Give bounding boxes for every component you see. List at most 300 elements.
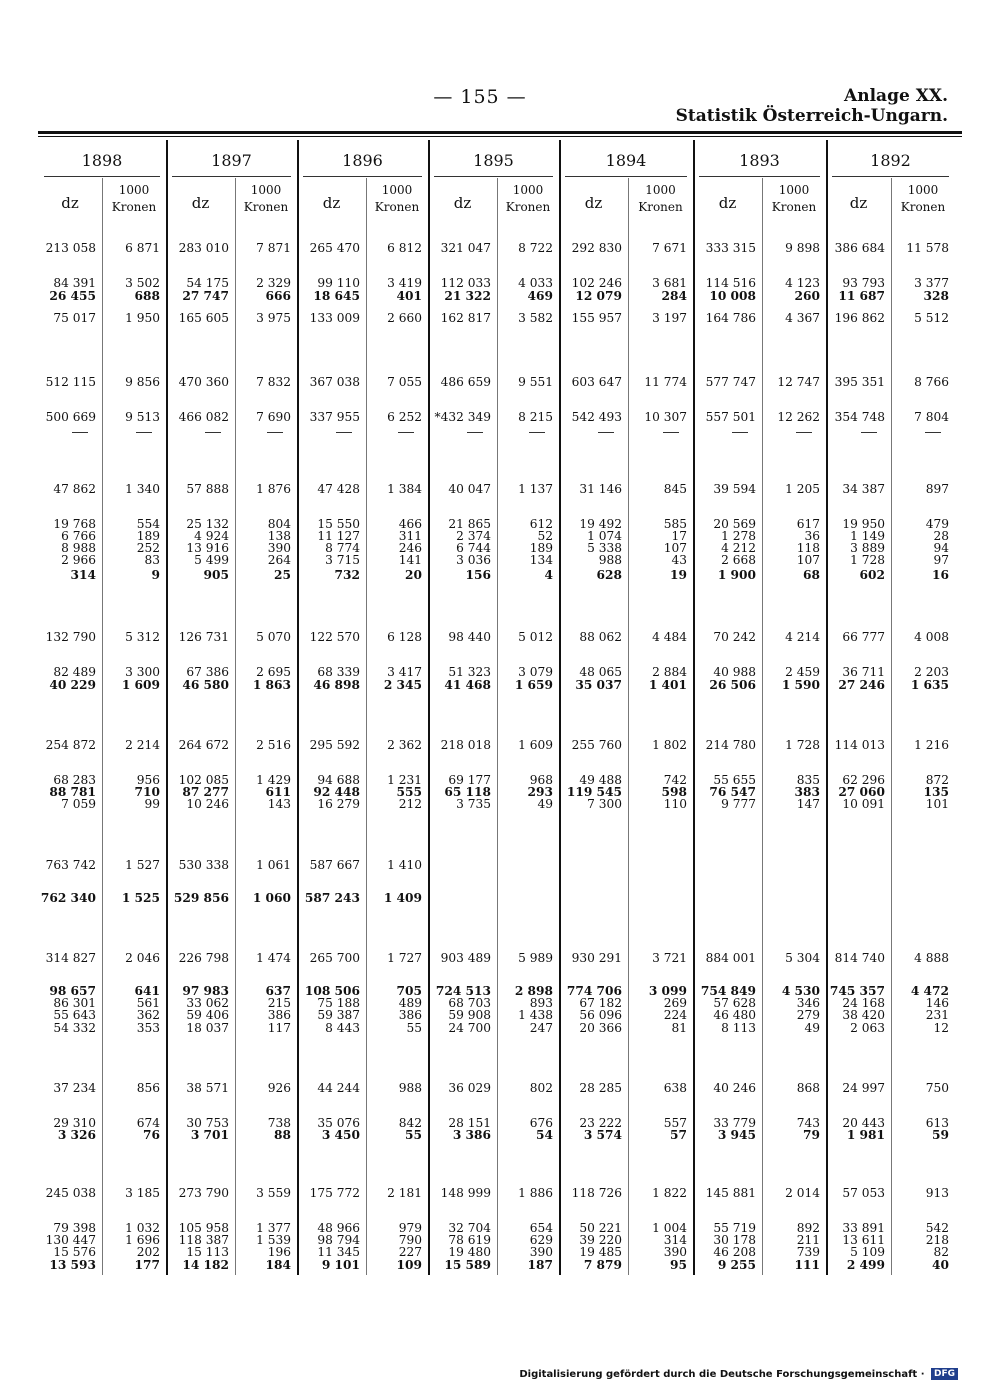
kronen-value: 2 516 (256, 738, 291, 752)
dz-value: 165 605 (178, 311, 229, 325)
dz-value: 9 777 (721, 797, 756, 811)
unit-kronen-label: Kronen (638, 200, 683, 214)
kronen-value: 1 032 (125, 1221, 160, 1235)
kronen-value: 1 410 (387, 858, 422, 872)
dz-value: 46 898 (313, 678, 360, 692)
kronen-value: 1 438 (518, 1008, 553, 1022)
kronen-value: 2 046 (125, 951, 160, 965)
year-divider (297, 140, 299, 1275)
dz-value: 59 406 (186, 1008, 229, 1022)
dz-value: 273 790 (178, 1186, 229, 1200)
kronen-value: 897 (925, 482, 949, 496)
unit-divider (366, 178, 367, 1275)
unit-kronen-header (366, 182, 428, 216)
unit-dz-header: dz (453, 194, 472, 212)
kronen-value: 1 728 (785, 738, 820, 752)
kronen-value: 2 695 (256, 665, 291, 679)
kronen-value: 99 (144, 797, 160, 811)
kronen-value: 666 (265, 289, 291, 303)
kronen-value: 1 384 (387, 482, 422, 496)
dz-value: 47 862 (53, 482, 96, 496)
dz-value: 577 747 (705, 375, 756, 389)
year-underline (434, 176, 553, 177)
kronen-value: 68 (803, 568, 820, 582)
kronen-value: 110 (663, 797, 687, 811)
kronen-value: 790 (398, 1233, 422, 1247)
dz-value: 774 706 (566, 984, 622, 998)
kronen-value: 6 128 (387, 630, 422, 644)
dz-value: 3 574 (583, 1128, 622, 1142)
kronen-value: 688 (134, 289, 160, 303)
kronen-value: 4 530 (781, 984, 820, 998)
unit-divider (628, 178, 629, 1275)
dz-value: 148 999 (440, 1186, 491, 1200)
dz-value: 19 480 (448, 1245, 491, 1259)
dz-value: 27 246 (838, 678, 885, 692)
dz-value: 164 786 (705, 311, 756, 325)
dz-value: 213 058 (45, 241, 96, 255)
dz-value: 46 208 (713, 1245, 756, 1259)
kronen-value: 5 312 (125, 630, 160, 644)
kronen-value: 215 (267, 996, 291, 1010)
unit-divider (762, 178, 763, 1275)
dz-value: 62 296 (842, 773, 885, 787)
kronen-value: 117 (267, 1021, 291, 1035)
footer-text: Digitalisierung gefördert durch die Deutsche Forschungsgemeinschaft · (519, 1369, 925, 1380)
dz-value: 132 790 (45, 630, 96, 644)
year-divider (826, 140, 828, 1275)
dz-value: 13 593 (49, 1258, 96, 1272)
dz-value: 18 037 (186, 1021, 229, 1035)
kronen-value: 4 484 (652, 630, 687, 644)
kronen-value: 184 (265, 1258, 291, 1272)
dz-value: 46 580 (182, 678, 229, 692)
dz-value: 40 229 (49, 678, 96, 692)
kronen-value: 802 (529, 1081, 553, 1095)
dz-value: *432 349 (434, 410, 491, 424)
kronen-value: 1 527 (125, 858, 160, 872)
dz-value: 118 387 (178, 1233, 229, 1247)
kronen-value: 466 (398, 517, 422, 531)
dz-value: 1 981 (846, 1128, 885, 1142)
annex-subtitle: Statistik Österreich-Ungarn. (675, 106, 948, 126)
dz-value: 33 062 (186, 996, 229, 1010)
kronen-value: 835 (796, 773, 820, 787)
kronen-value: 247 (529, 1021, 553, 1035)
dz-value: 3 036 (456, 553, 491, 567)
kronen-value: 1 409 (383, 891, 422, 905)
dz-value: 40 246 (713, 1081, 756, 1095)
kronen-value: 8 215 (518, 410, 553, 424)
kronen-value: 613 (925, 1116, 949, 1130)
kronen-value: 2 214 (125, 738, 160, 752)
dz-value: 295 592 (309, 738, 360, 752)
kronen-value: 598 (661, 785, 687, 799)
kronen-value: 227 (398, 1245, 422, 1259)
kronen-value: 3 559 (256, 1186, 291, 1200)
kronen-value: 1 377 (256, 1221, 291, 1235)
kronen-value: 641 (134, 984, 160, 998)
kronen-value: 956 (136, 773, 160, 787)
dz-value: 130 447 (45, 1233, 96, 1247)
kronen-value: 555 (396, 785, 422, 799)
dz-value: 87 277 (182, 785, 229, 799)
dz-value: 214 780 (705, 738, 756, 752)
dz-value: 762 340 (40, 891, 96, 905)
kronen-value: 146 (925, 996, 949, 1010)
dz-value: 628 (596, 568, 622, 582)
kronen-value: 284 (661, 289, 687, 303)
dz-value: 3 326 (57, 1128, 96, 1142)
year-header: 1894 (605, 151, 647, 170)
kronen-value: 638 (663, 1081, 687, 1095)
dz-value: 9 255 (717, 1258, 756, 1272)
unit-kronen-header (102, 182, 166, 216)
kronen-value: 742 (663, 773, 687, 787)
dz-value: 126 731 (178, 630, 229, 644)
empty-value-dash (205, 432, 221, 433)
kronen-value: 196 (267, 1245, 291, 1259)
dz-value: 57 888 (186, 482, 229, 496)
dz-value: 65 118 (444, 785, 491, 799)
kronen-value: 743 (796, 1116, 820, 1130)
dz-value: 20 443 (842, 1116, 885, 1130)
dz-value: 24 997 (842, 1081, 885, 1095)
kronen-value: 81 (671, 1021, 687, 1035)
kronen-value: 231 (925, 1008, 949, 1022)
dz-value: 105 958 (178, 1221, 229, 1235)
kronen-value: 1 539 (256, 1233, 291, 1247)
kronen-value: 554 (136, 517, 160, 531)
kronen-value: 557 (663, 1116, 687, 1130)
kronen-value: 1 525 (121, 891, 160, 905)
dz-value: 1 074 (587, 529, 622, 543)
dz-value: 92 448 (313, 785, 360, 799)
dz-value: 988 (598, 553, 622, 567)
dz-value: 10 246 (186, 797, 229, 811)
kronen-value: 3 099 (648, 984, 687, 998)
dz-value: 265 470 (309, 241, 360, 255)
dz-value: 19 950 (842, 517, 885, 531)
dz-value: 486 659 (440, 375, 491, 389)
kronen-value: 2 884 (652, 665, 687, 679)
dz-value: 11 127 (317, 529, 360, 543)
kronen-value: 1 635 (910, 678, 949, 692)
dz-value: 470 360 (178, 375, 229, 389)
kronen-value: 390 (267, 541, 291, 555)
unit-kronen-header (235, 182, 297, 216)
kronen-value: 390 (663, 1245, 687, 1259)
kronen-value: 55 (405, 1128, 422, 1142)
dz-value: 27 747 (182, 289, 229, 303)
dz-value: 57 628 (713, 996, 756, 1010)
empty-value-dash (861, 432, 877, 433)
dz-value: 112 033 (440, 276, 491, 290)
kronen-value: 28 (933, 529, 949, 543)
kronen-value: 135 (923, 785, 949, 799)
kronen-value: 386 (267, 1008, 291, 1022)
dz-value: 28 151 (448, 1116, 491, 1130)
kronen-value: 1 863 (252, 678, 291, 692)
kronen-value: 7 832 (256, 375, 291, 389)
kronen-value: 36 (804, 529, 820, 543)
kronen-value: 383 (794, 785, 820, 799)
dfg-logo: DFG (931, 1368, 958, 1380)
dz-value: 19 485 (579, 1245, 622, 1259)
kronen-value: 218 (925, 1233, 949, 1247)
year-header: 1897 (211, 151, 252, 170)
dz-value: 587 667 (309, 858, 360, 872)
kronen-value: 1 429 (256, 773, 291, 787)
kronen-value: 328 (923, 289, 949, 303)
kronen-value: 88 (274, 1128, 291, 1142)
kronen-value: 5 012 (518, 630, 553, 644)
kronen-value: 79 (803, 1128, 820, 1142)
dz-value: 254 872 (45, 738, 96, 752)
kronen-value: 2 345 (383, 678, 422, 692)
year-divider (693, 140, 695, 1275)
kronen-value: 9 898 (785, 241, 820, 255)
kronen-value: 246 (398, 541, 422, 555)
empty-value-dash (398, 432, 414, 433)
kronen-value: 189 (529, 541, 553, 555)
empty-value-dash (336, 432, 352, 433)
kronen-value: 4 123 (785, 276, 820, 290)
dz-value: 3 715 (325, 553, 360, 567)
dz-value: 20 569 (713, 517, 756, 531)
dz-value: 386 684 (834, 241, 885, 255)
dz-value: 69 177 (448, 773, 491, 787)
dz-value: 337 955 (309, 410, 360, 424)
kronen-value: 6 812 (387, 241, 422, 255)
dz-value: 11 687 (838, 289, 885, 303)
kronen-value: 2 203 (914, 665, 949, 679)
kronen-value: 211 (796, 1233, 820, 1247)
dz-value: 11 345 (317, 1245, 360, 1259)
year-underline (699, 176, 820, 177)
year-header: 1895 (473, 151, 514, 170)
dz-value: 587 243 (304, 891, 360, 905)
empty-value-dash (732, 432, 748, 433)
kronen-value: 617 (796, 517, 820, 531)
dz-value: 724 513 (435, 984, 491, 998)
kronen-value: 138 (267, 529, 291, 543)
unit-dz-header: dz (322, 194, 341, 212)
dz-value: 21 322 (444, 289, 491, 303)
dz-value: 8 113 (721, 1021, 756, 1035)
kronen-value: 5 512 (914, 311, 949, 325)
dz-value: 54 332 (53, 1021, 96, 1035)
dz-value: 66 777 (842, 630, 885, 644)
kronen-value: 469 (527, 289, 553, 303)
kronen-value: 913 (925, 1186, 949, 1200)
year-underline (172, 176, 291, 177)
header-rule-thin (38, 136, 962, 137)
kronen-value: 1 060 (252, 891, 291, 905)
year-divider (428, 140, 430, 1275)
kronen-value: 1 802 (652, 738, 687, 752)
dz-value: 930 291 (571, 951, 622, 965)
year-underline (565, 176, 687, 177)
dz-value: 7 300 (587, 797, 622, 811)
kronen-value: 107 (663, 541, 687, 555)
kronen-value: 17 (671, 529, 687, 543)
dz-value: 3 386 (452, 1128, 491, 1142)
kronen-value: 7 871 (256, 241, 291, 255)
dz-value: 23 222 (579, 1116, 622, 1130)
kronen-value: 1 004 (652, 1221, 687, 1235)
kronen-value: 212 (398, 797, 422, 811)
kronen-value: 111 (794, 1258, 820, 1272)
dz-value: 39 220 (579, 1233, 622, 1247)
dz-value: 24 700 (448, 1021, 491, 1035)
kronen-value: 55 (406, 1021, 422, 1035)
kronen-value: 3 079 (518, 665, 553, 679)
kronen-value: 386 (398, 1008, 422, 1022)
dz-value: 218 018 (440, 738, 491, 752)
kronen-value: 20 (405, 568, 422, 582)
year-header: 1896 (342, 151, 383, 170)
dz-value: 530 338 (178, 858, 229, 872)
unit-kronen-1000: 1000 (512, 183, 544, 197)
dz-value: 903 489 (440, 951, 491, 965)
kronen-value: 3 502 (125, 276, 160, 290)
year-divider (166, 140, 168, 1275)
dz-value: 33 779 (713, 1116, 756, 1130)
kronen-value: 9 551 (518, 375, 553, 389)
kronen-value: 856 (136, 1081, 160, 1095)
kronen-value: 189 (136, 529, 160, 543)
dz-value: 255 760 (571, 738, 622, 752)
dz-value: 6 766 (61, 529, 96, 543)
empty-value-dash (267, 432, 283, 433)
dz-value: 333 315 (705, 241, 756, 255)
dz-value: 512 115 (45, 375, 96, 389)
dz-value: 4 212 (721, 541, 756, 555)
kronen-value: 3 681 (652, 276, 687, 290)
dz-value: 68 283 (53, 773, 96, 787)
kronen-value: 8 722 (518, 241, 553, 255)
year-header: 1898 (81, 151, 123, 170)
kronen-value: 738 (267, 1116, 291, 1130)
kronen-value: 95 (670, 1258, 687, 1272)
kronen-value: 845 (663, 482, 687, 496)
dz-value: 38 571 (186, 1081, 229, 1095)
kronen-value: 187 (527, 1258, 553, 1272)
dz-value: 118 726 (571, 1186, 622, 1200)
dz-value: 745 357 (829, 984, 885, 998)
dz-value: 2 966 (61, 553, 96, 567)
unit-kronen-1000: 1000 (250, 183, 282, 197)
dz-value: 34 387 (842, 482, 885, 496)
dz-value: 114 013 (834, 738, 885, 752)
unit-kronen-1000: 1000 (907, 183, 939, 197)
kronen-value: 842 (398, 1116, 422, 1130)
page-number: — 155 — (433, 86, 527, 108)
dz-value: 1 728 (850, 553, 885, 567)
kronen-value: 7 671 (652, 241, 687, 255)
dz-value: 5 109 (850, 1245, 885, 1259)
dz-value: 79 398 (53, 1221, 96, 1235)
dz-value: 48 966 (317, 1221, 360, 1235)
dz-value: 108 506 (304, 984, 360, 998)
kronen-value: 3 419 (387, 276, 422, 290)
kronen-value: 926 (267, 1081, 291, 1095)
dz-value: 75 188 (317, 996, 360, 1010)
dz-value: 175 772 (309, 1186, 360, 1200)
kronen-value: 1 231 (387, 773, 422, 787)
kronen-value: 101 (925, 797, 949, 811)
dz-value: 94 688 (317, 773, 360, 787)
dz-value: 47 428 (317, 482, 360, 496)
dz-value: 15 113 (186, 1245, 229, 1259)
dz-value: 102 085 (178, 773, 229, 787)
dz-value: 1 278 (721, 529, 756, 543)
dz-value: 54 175 (186, 276, 229, 290)
dz-value: 55 643 (53, 1008, 96, 1022)
dz-value: 57 053 (842, 1186, 885, 1200)
kronen-value: 979 (398, 1221, 422, 1235)
kronen-value: 2 898 (514, 984, 553, 998)
kronen-value: 705 (396, 984, 422, 998)
kronen-value: 710 (134, 785, 160, 799)
unit-kronen-1000: 1000 (381, 183, 413, 197)
dz-value: 51 323 (448, 665, 491, 679)
empty-value-dash (796, 432, 812, 433)
year-underline (44, 176, 160, 177)
kronen-value: 674 (136, 1116, 160, 1130)
kronen-value: 4 008 (914, 630, 949, 644)
kronen-value: 6 252 (387, 410, 422, 424)
kronen-value: 12 262 (777, 410, 820, 424)
kronen-value: 97 (933, 553, 949, 567)
kronen-value: 739 (796, 1245, 820, 1259)
kronen-value: 25 (274, 568, 291, 582)
kronen-value: 2 362 (387, 738, 422, 752)
kronen-value: 16 (932, 568, 949, 582)
kronen-value: 3 975 (256, 311, 291, 325)
kronen-value: 479 (925, 517, 949, 531)
kronen-value: 49 (804, 1021, 820, 1035)
kronen-value: 611 (265, 785, 291, 799)
dz-value: 156 (465, 568, 491, 582)
dz-value: 2 374 (456, 529, 491, 543)
dz-value: 15 550 (317, 517, 360, 531)
kronen-value: 3 197 (652, 311, 687, 325)
kronen-value: 346 (796, 996, 820, 1010)
dz-value: 102 246 (571, 276, 622, 290)
kronen-value: 1 727 (387, 951, 422, 965)
kronen-value: 143 (267, 797, 291, 811)
kronen-value: 94 (933, 541, 949, 555)
dz-value: 27 060 (838, 785, 885, 799)
dz-value: 13 611 (842, 1233, 885, 1247)
unit-dz-header: dz (61, 194, 79, 212)
kronen-value: 390 (529, 1245, 553, 1259)
dz-value: 814 740 (834, 951, 885, 965)
kronen-value: 868 (796, 1081, 820, 1095)
dz-value: 35 076 (317, 1116, 360, 1130)
kronen-value: 1 474 (256, 951, 291, 965)
dz-value: 12 079 (575, 289, 622, 303)
kronen-value: 8 766 (914, 375, 949, 389)
dz-value: 20 366 (579, 1021, 622, 1035)
kronen-value: 4 472 (910, 984, 949, 998)
dz-value: 39 594 (713, 482, 756, 496)
dz-value: 2 668 (721, 553, 756, 567)
kronen-value: 134 (529, 553, 553, 567)
dz-value: 30 753 (186, 1116, 229, 1130)
